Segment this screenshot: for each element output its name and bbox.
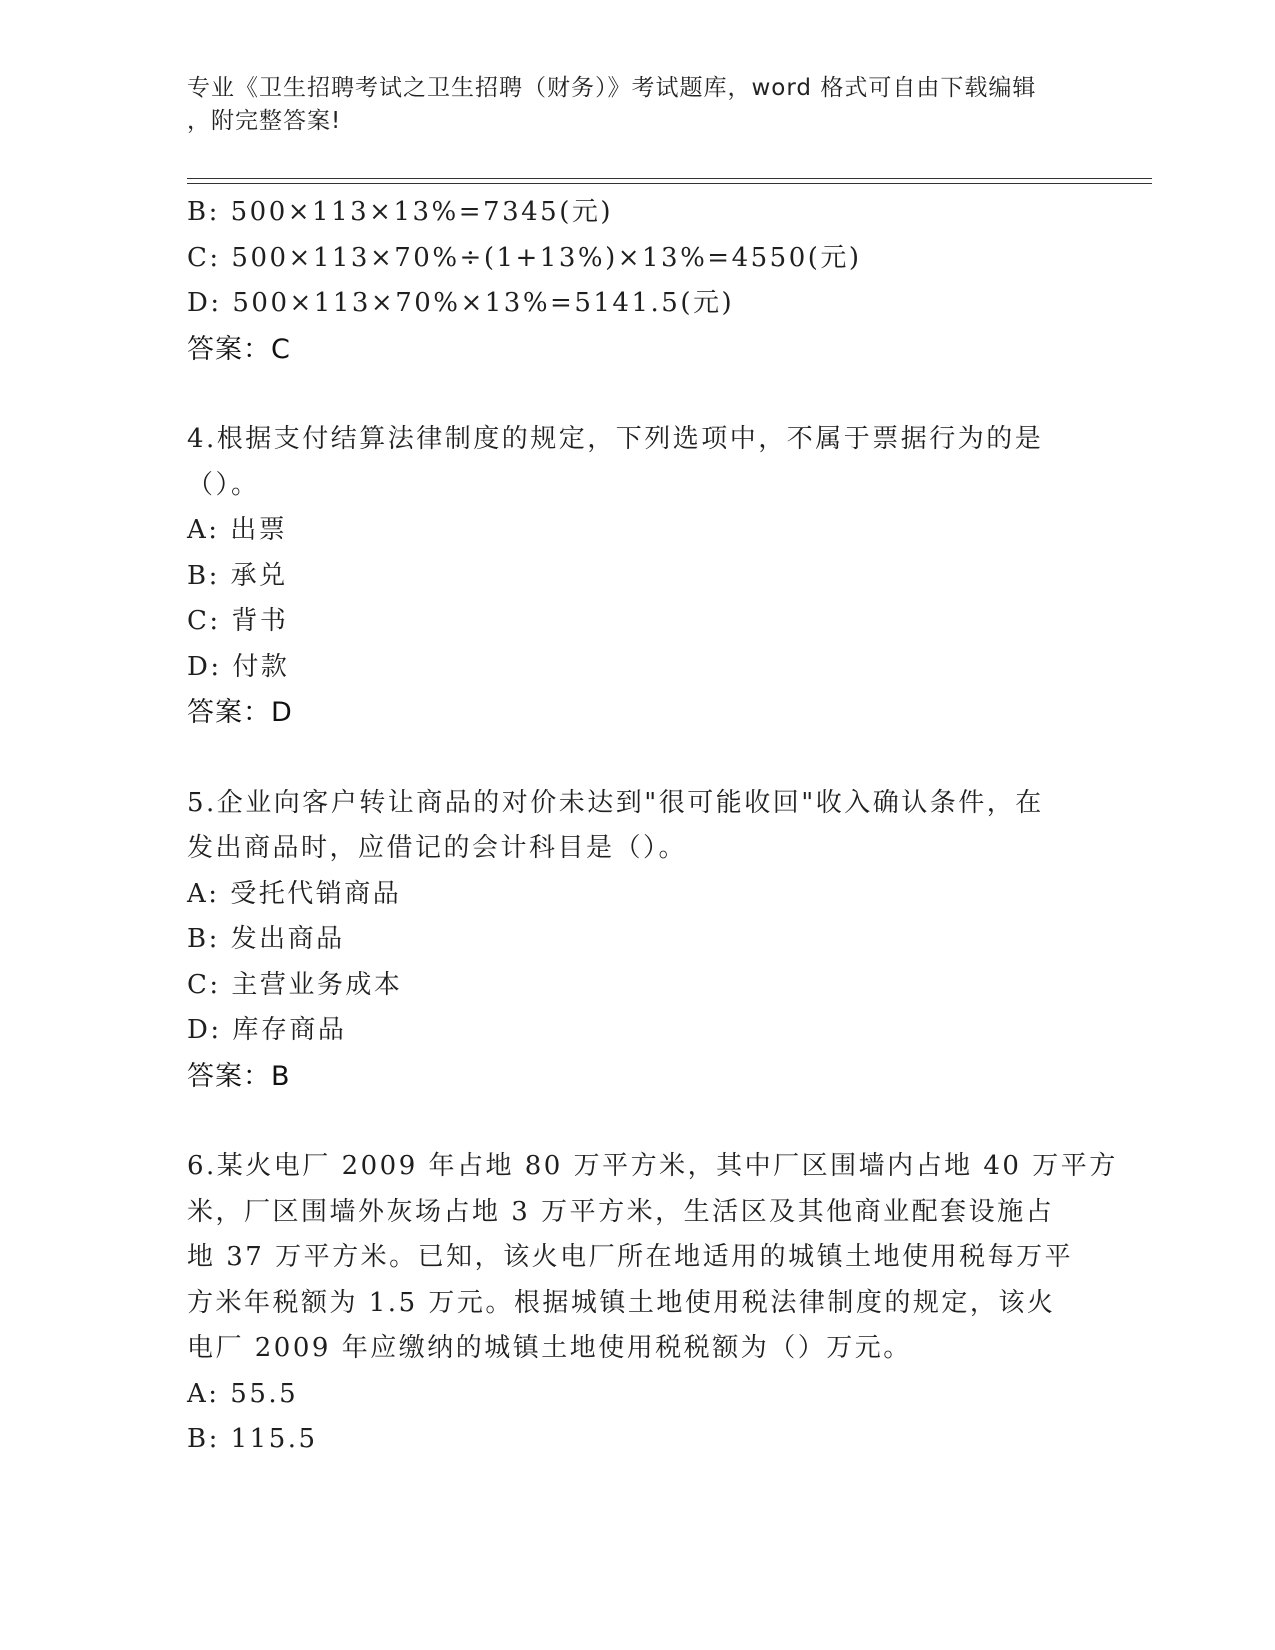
question-text-line: 发出商品时，应借记的会计科目是（）。 bbox=[187, 833, 688, 863]
answer-line: 答案：D bbox=[187, 697, 293, 728]
question-text-line: 6.某火电厂 2009 年占地 80 万平方米，其中厂区围墙内占地 40 万平方 bbox=[187, 1151, 1118, 1181]
question-text-line: 地 37 万平方米。已知，该火电厂所在地适用的城镇土地使用税每万平 bbox=[187, 1242, 1074, 1272]
header-divider-top bbox=[187, 178, 1152, 179]
question-text-line: 5.企业向客户转让商品的对价未达到"很可能收回"收入确认条件，在 bbox=[187, 787, 1044, 818]
option-a: A: 55.5 bbox=[187, 1378, 299, 1409]
question-6 bbox=[187, 1144, 1118, 1463]
answer-line: 答案：B bbox=[187, 1060, 291, 1092]
question-text-line: （）。 bbox=[187, 469, 260, 500]
question-text-line: 米，厂区围墙外灰场占地 3 万平方米，生活区及其他商业配套设施占 bbox=[187, 1196, 1055, 1227]
header-divider-bottom bbox=[187, 183, 1152, 184]
question-text-line: 4.根据支付结算法律制度的规定，下列选项中，不属于票据行为的是 bbox=[187, 424, 1044, 454]
question-text-line: 方米年税额为 1.5 万元。根据城镇土地使用税法律制度的规定，该火 bbox=[187, 1287, 1056, 1318]
header-line-1: 专业《卫生招聘考试之卫生招聘（财务）》考试题库，word 格式可自由下载编辑 bbox=[187, 75, 1037, 101]
option-d: D: 500×113×70%×13%=5141.5(元) bbox=[187, 288, 735, 318]
option-c: C: 500×113×70%÷(1+13%)×13%=4550(元) bbox=[187, 242, 862, 273]
option-b: B: 500×113×13%=7345(元) bbox=[187, 197, 613, 227]
question-text bbox=[187, 417, 1067, 508]
option-c: C: 主营业务成本 bbox=[187, 969, 403, 1000]
option-c: C: 背书 bbox=[187, 606, 289, 636]
option-b: B: 承兑 bbox=[187, 560, 288, 591]
option-d: D: 库存商品 bbox=[187, 1015, 347, 1045]
question-3-continued bbox=[187, 190, 1087, 372]
document-body bbox=[187, 190, 1118, 1463]
option-a: A: 出票 bbox=[187, 515, 288, 545]
question-text-line: 电厂 2009 年应缴纳的城镇土地使用税税额为（）万元。 bbox=[187, 1333, 912, 1363]
question-text bbox=[187, 1144, 1118, 1372]
question-5 bbox=[187, 781, 1087, 1100]
question-text bbox=[187, 781, 1067, 872]
option-b: B: 发出商品 bbox=[187, 924, 345, 954]
option-d: D: 付款 bbox=[187, 651, 290, 682]
option-a: A: 受托代销商品 bbox=[187, 878, 402, 909]
document-header bbox=[187, 72, 1067, 138]
answer-line: 答案：C bbox=[187, 333, 291, 365]
header-line-2: ，附完整答案! bbox=[187, 108, 342, 134]
question-4 bbox=[187, 417, 1087, 736]
option-b: B: 115.5 bbox=[187, 1424, 318, 1454]
